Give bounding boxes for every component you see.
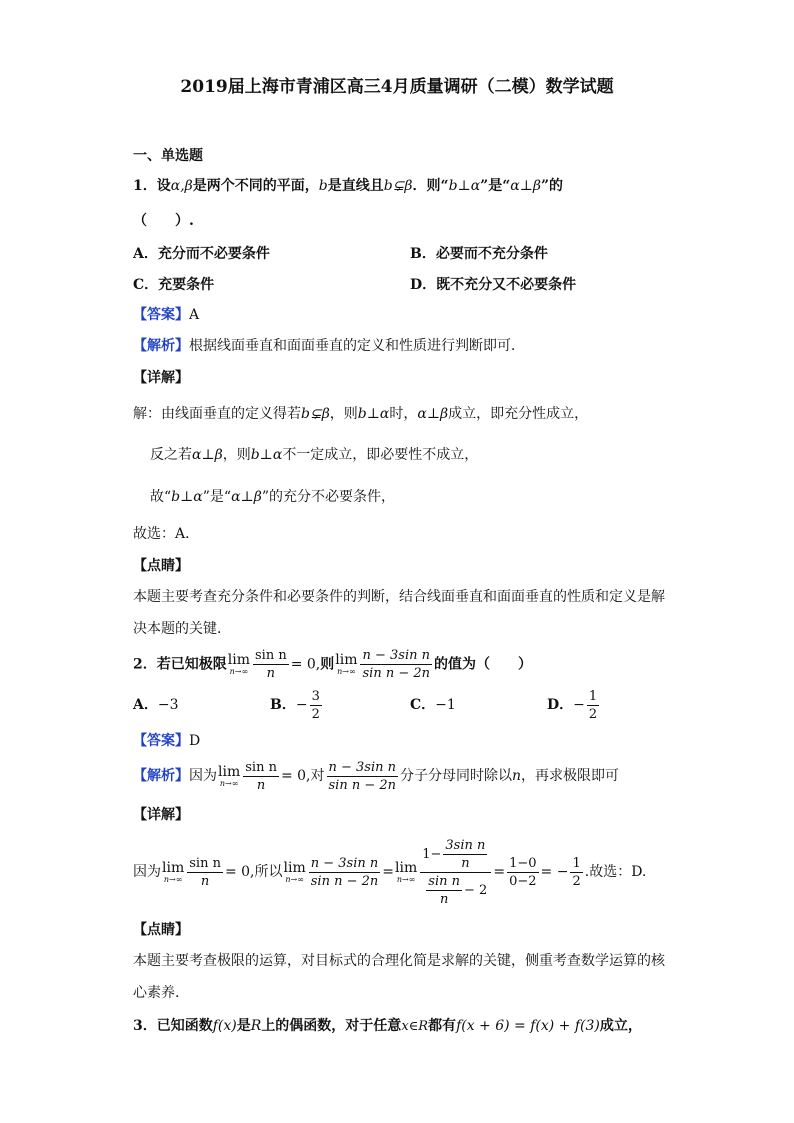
limit [218, 765, 240, 788]
q1-detail-tag: 【详解】 [133, 370, 189, 386]
q1-solution-line-2 [150, 445, 478, 465]
q2-answer-value: D [189, 733, 201, 749]
label: A． [133, 697, 158, 713]
text: ，则 [222, 447, 251, 463]
fraction [243, 759, 279, 794]
q2-analysis [133, 758, 619, 794]
text: 因为 [133, 864, 161, 880]
text: 成立， [599, 1018, 642, 1034]
text: 反之若 [150, 447, 192, 463]
math: = 0, [280, 768, 311, 784]
fraction [587, 688, 599, 723]
num: n − 3sin n [362, 648, 430, 663]
limit [395, 861, 417, 884]
num: 1 [588, 688, 598, 704]
q2-comment-line-2: 心素养. [133, 985, 180, 1001]
limit [228, 653, 250, 676]
text: 则 [320, 656, 335, 673]
page-title: 2019届上海市青浦区高三4月质量调研（二模）数学试题 [180, 77, 614, 97]
fraction [507, 855, 538, 890]
den: 2 [311, 706, 320, 722]
q1-solution-line-3 [150, 487, 395, 507]
text: 3．已知函数 [133, 1018, 213, 1034]
q1-option-d: D．既不充分又不必要条件 [410, 277, 577, 293]
den: n [439, 891, 449, 907]
text: 成立，即充分性成立， [448, 406, 589, 422]
sign: − [573, 697, 585, 713]
text: 不一定成立，即必要性不成立， [282, 447, 479, 463]
answer-tag: 【答案】 [133, 733, 189, 749]
q2-comment-tag: 【点睛】 [133, 922, 189, 938]
q1-stem-text: ”的 [541, 178, 564, 194]
q1-analysis [133, 336, 525, 356]
q1-solution-line-1 [133, 404, 588, 424]
q2-detail-tag: 【详解】 [133, 807, 189, 823]
num: sin n [428, 873, 460, 889]
q1-comment-tag: 【点睛】 [133, 558, 189, 574]
den: sin n − 2n [328, 777, 397, 793]
q3-stem [133, 1016, 642, 1037]
q1-paren: （ ）. [133, 213, 194, 229]
q1-condition-2: α⊥β [510, 178, 541, 194]
q1-stem-text: 是两个不同的平面， [192, 178, 319, 194]
num: 3 [311, 688, 320, 704]
math: f(x + 6) = f(x) + f(3) [456, 1018, 600, 1034]
text: ，则 [329, 406, 358, 422]
q1-stem-text: 是直线且 [327, 178, 384, 194]
q1-stem [133, 176, 563, 196]
analysis-tag: 【解析】 [133, 768, 189, 784]
lim: lim [335, 652, 358, 668]
text: 上的偶函数，对于任意 [261, 1018, 402, 1034]
num: sin n [189, 855, 221, 871]
sign: − [295, 697, 308, 713]
q1-option-a: A．充分而不必要条件 [133, 246, 270, 262]
lim: lim [394, 859, 418, 876]
den: sin n − 2n [310, 873, 379, 889]
q2-stem [133, 647, 532, 682]
q2-option-b [270, 686, 324, 724]
text: 时， [389, 406, 418, 422]
limit [162, 861, 184, 884]
lim-sub: n→∞ [219, 778, 239, 788]
math: = [493, 864, 506, 880]
q2-comment-line-1: 本题主要考查极限的运算，对目标式的合理化简是求解的关键，侧重考查数学运算的核 [133, 953, 665, 969]
answer-tag: 【答案】 [133, 307, 189, 323]
fraction [187, 855, 223, 890]
text: 所以 [254, 864, 283, 880]
text: 都有 [428, 1018, 457, 1034]
math: b⊊β [301, 406, 330, 422]
text: .故选：D. [584, 864, 647, 880]
den: n [256, 777, 266, 793]
math: x∈R [401, 1019, 429, 1034]
text: 2．若已知极限 [133, 656, 227, 673]
math: = 0, [290, 656, 321, 673]
q1-stem-text: 1．设 [133, 178, 171, 194]
den: n [200, 873, 210, 889]
q1-option-b: B．必要而不充分条件 [410, 246, 548, 262]
num: n − 3sin n [328, 759, 397, 775]
math: − 2 [464, 882, 488, 898]
math: 1− [422, 846, 442, 862]
math: R [250, 1018, 262, 1034]
limit [335, 653, 357, 676]
label: C． [410, 697, 436, 713]
value: −1 [435, 697, 456, 713]
fraction [426, 873, 462, 908]
num: 1−0 [509, 855, 537, 871]
q2-option-c [410, 695, 456, 715]
section-heading: 一、单选题 [133, 148, 203, 164]
num: 1 [572, 855, 581, 871]
value: −3 [157, 697, 179, 713]
fraction [310, 688, 322, 723]
q1-condition-1: b⊥α [448, 178, 481, 194]
q2-answer [133, 731, 200, 751]
q1-analysis-text: 根据线面垂直和面面垂直的定义和性质进行判断即可． [189, 338, 525, 354]
math: b⊥α [250, 447, 283, 463]
lim: lim [283, 859, 306, 876]
text: ，再求极限即可 [521, 768, 620, 784]
num: n − 3sin n [310, 855, 379, 871]
lim-sub: n→∞ [396, 874, 416, 884]
text: 分子分母同时除以 [400, 768, 513, 784]
text: ”的充分不必要条件， [261, 489, 395, 505]
text: 的值为（ ） [434, 656, 532, 673]
lim-sub: n→∞ [285, 874, 304, 884]
numerator [420, 837, 491, 873]
q1-solution-line-4: 故选：A． [133, 526, 200, 542]
fraction [570, 855, 582, 890]
fraction [253, 647, 289, 682]
q2-option-d [547, 686, 601, 724]
limit [284, 861, 306, 884]
q1-alpha-beta: α,β [170, 178, 193, 194]
q1-subset: b⊊β [383, 178, 413, 194]
num: sin n [254, 648, 287, 663]
math: = [382, 864, 394, 880]
compound-fraction [420, 837, 491, 908]
q1-comment-line-2: 决本题的关键． [133, 621, 231, 637]
math: = 0, [224, 864, 255, 880]
q1-line-b: b [318, 178, 328, 194]
text: 解：由线面垂直的定义得若 [133, 406, 301, 422]
q2-detail-equation [133, 836, 646, 908]
lim-sub: n→∞ [229, 667, 249, 676]
math: b⊥α [171, 489, 203, 505]
lim: lim [227, 652, 250, 668]
q2-option-a [133, 695, 179, 715]
den: 2 [572, 873, 581, 889]
lim-sub: n→∞ [163, 874, 183, 884]
fraction [360, 647, 432, 682]
q1-comment-line-1: 本题主要考查充分条件和必要条件的判断，结合线面垂直和面面垂直的性质和定义是解 [133, 589, 665, 605]
lim-sub: n→∞ [337, 667, 356, 676]
fraction [309, 855, 381, 890]
text: 是 [236, 1018, 251, 1034]
label: B． [270, 697, 296, 713]
analysis-tag: 【解析】 [133, 338, 189, 354]
q1-option-c: C．充要条件 [133, 277, 215, 293]
denominator [420, 873, 491, 908]
fraction [443, 837, 487, 872]
text: ”是“ [202, 489, 232, 505]
q1-stem-text: ”是“ [480, 178, 511, 194]
text: 对 [310, 768, 325, 784]
math: α⊥β [231, 489, 262, 505]
math: α⊥β [417, 406, 449, 422]
den: 2 [588, 706, 598, 722]
label: D． [547, 697, 574, 713]
num: 3sin n [445, 837, 486, 853]
fraction [327, 759, 399, 794]
q1-answer-value: A [189, 307, 200, 323]
num: sin n [245, 759, 277, 775]
q1-stem-text: ．则“ [412, 178, 449, 194]
text: 故“ [150, 489, 172, 505]
den: n [461, 855, 470, 871]
q1-answer [133, 305, 199, 325]
math: n [512, 768, 522, 784]
math: f(x) [212, 1018, 237, 1034]
text: 因为 [189, 768, 217, 784]
den: n [266, 666, 276, 681]
lim: lim [162, 859, 185, 876]
math: α⊥β [192, 447, 223, 463]
math: = − [540, 864, 569, 880]
den: sin n − 2n [362, 666, 430, 681]
den: 0−2 [509, 873, 537, 889]
math: b⊥α [357, 406, 390, 422]
lim: lim [218, 763, 241, 780]
